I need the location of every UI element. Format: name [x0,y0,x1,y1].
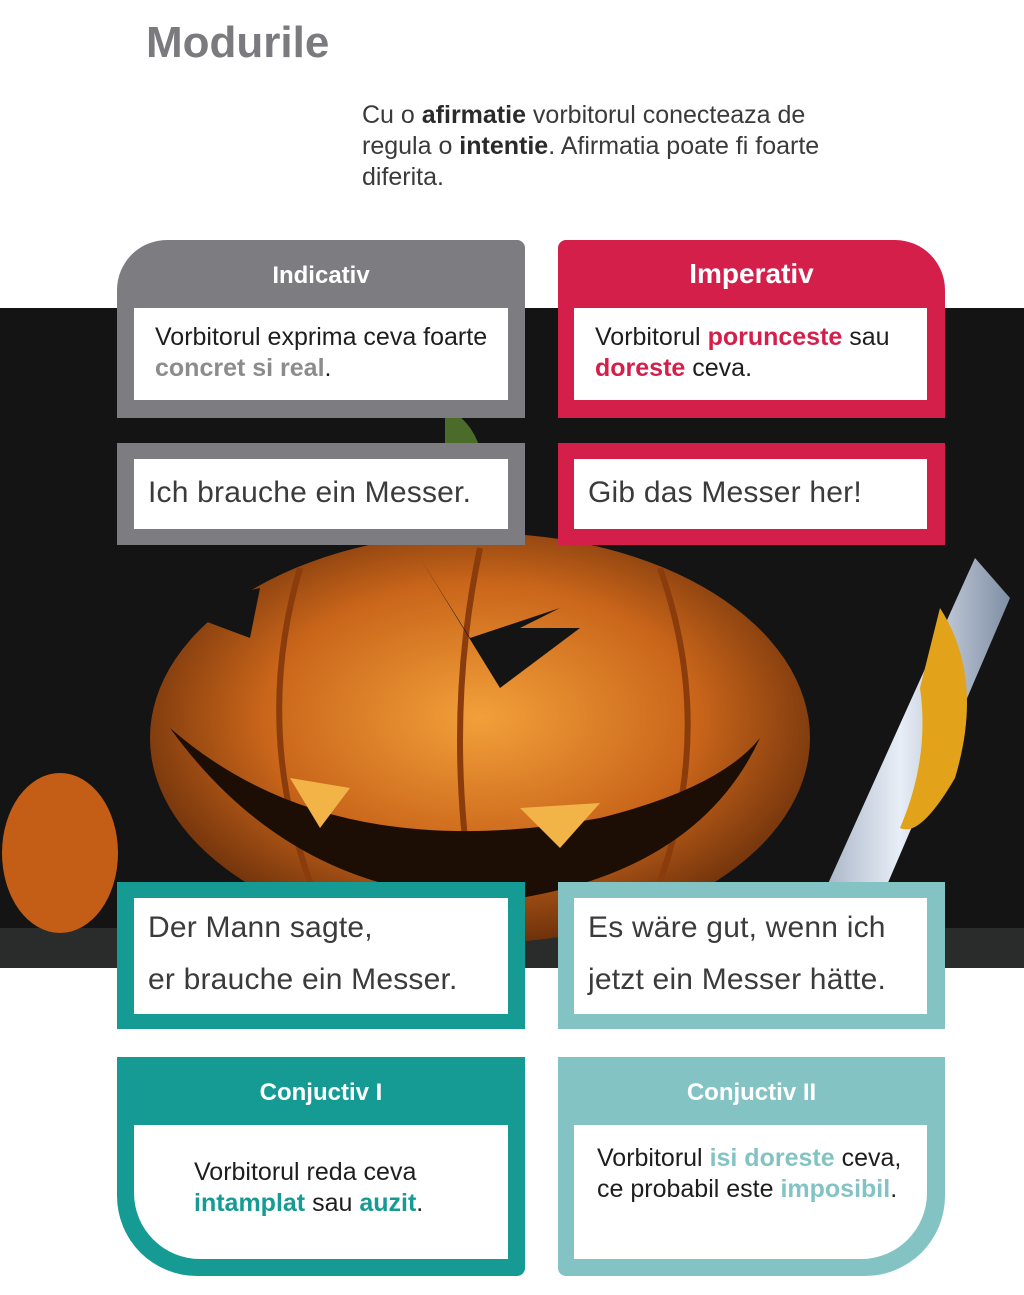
indicativ-example-box [134,459,508,529]
conjunctiv2-description: Vorbitorul isi doreste ceva, ce probabil este imposibil. [597,1144,902,1203]
conjunctiv1-example-panel [117,882,525,1029]
conjunctiv2-example-line2: jetzt ein Messer hätte. [588,963,887,996]
page-title: Modurile [146,18,330,67]
conjunctiv2-description-box [574,1125,927,1259]
conjunctiv1-description: Vorbitorul reda ceva intamplat sau auzit. [194,1158,424,1217]
conjunctiv1-title: Conjuctiv I [259,1079,383,1106]
conjunctiv1-example-box [134,898,508,1014]
indicativ-description: Vorbitorul exprima ceva foarte concret si real. [155,323,488,382]
conjunctiv2-example-panel [558,882,945,1029]
imperativ-example-panel [558,443,945,545]
conjunctiv1-header-panel [117,1057,525,1276]
imperativ-example-box [574,459,927,529]
conjunctiv2-example-line1: Es wäre gut, wenn ich [588,911,886,944]
imperativ-description: Vorbitorul porunceste sau doreste ceva. [595,323,890,382]
conjunctiv2-header-panel [558,1057,945,1276]
indicativ-description-box [134,308,508,400]
indicativ-header-panel [117,240,525,418]
imperativ-header-panel [558,240,945,418]
conjunctiv1-example-line1: Der Mann sagte, [148,911,373,944]
indicativ-example-panel [117,443,525,545]
conjunctiv2-title: Conjuctiv II [686,1079,817,1106]
imperativ-title: Imperativ [689,258,814,289]
imperativ-example: Gib das Messer her! [588,476,862,509]
conjunctiv1-example-line2: er brauche ein Messer. [148,963,458,996]
intro-text: Cu o afirmatie vorbitorul conecteaza de regula o intentie. Afirmatia poate fi foarte diferita. [362,101,820,191]
conjunctiv1-description-box [134,1125,508,1259]
indicativ-example: Ich brauche ein Messer. [148,476,472,509]
indicativ-title: Indicativ [272,262,370,289]
conjunctiv2-example-box [574,898,927,1014]
imperativ-description-box [574,308,927,400]
